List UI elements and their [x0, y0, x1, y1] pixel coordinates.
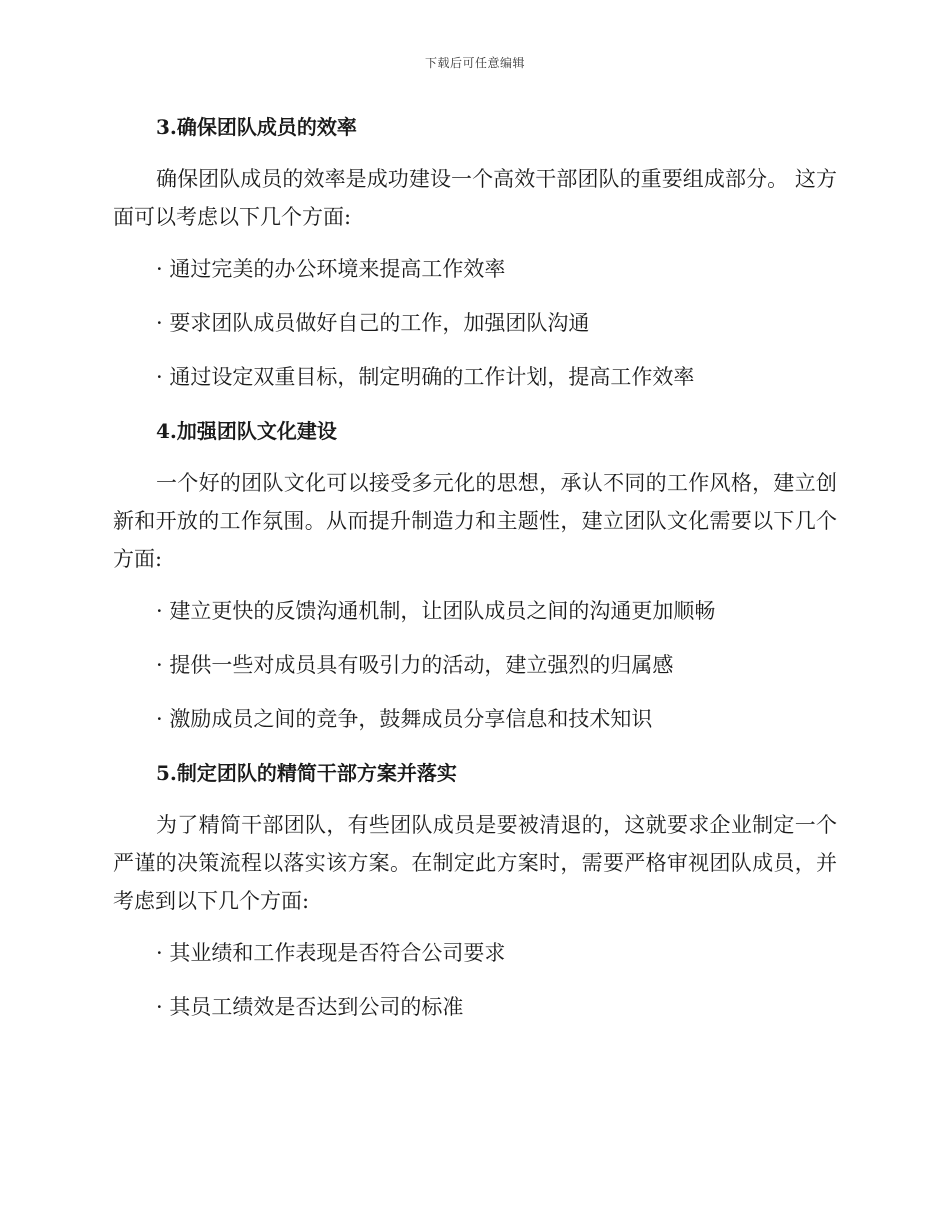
section-paragraph: 确保团队成员的效率是成功建设一个高效干部团队的重要组成部分。 这方面可以考虑以下几个方面:	[113, 167, 837, 229]
page-header: 下载后可任意编辑	[424, 56, 525, 70]
section-5	[113, 756, 837, 1024]
section-4	[113, 414, 837, 756]
bullet-item: · 通过完美的办公环境来提高工作效率	[156, 257, 506, 281]
bullet-item: · 建立更快的反馈沟通机制，让团队成员之间的沟通更加顺畅	[156, 599, 716, 623]
section-paragraph: 一个好的团队文化可以接受多元化的思想，承认不同的工作风格，建立创新和开放的工作氛围。从而提升制造力和主题性，建立团队文化需要以下几个方面:	[113, 471, 837, 571]
bullet-item: · 激励成员之间的竞争，鼓舞成员分享信息和技术知识	[156, 707, 653, 731]
bullet-item: · 提供一些对成员具有吸引力的活动，建立强烈的归属感	[156, 653, 674, 677]
bullet-item: · 其业绩和工作表现是否符合公司要求	[156, 941, 506, 965]
bullet-item: · 通过设定双重目标，制定明确的工作计划，提高工作效率	[156, 365, 695, 389]
section-heading: 5.制定团队的精简干部方案并落实	[156, 761, 457, 785]
section-3	[113, 110, 837, 414]
bullet-item: · 其员工绩效是否达到公司的标准	[156, 995, 464, 1019]
section-paragraph: 为了精简干部团队，有些团队成员是要被清退的，这就要求企业制定一个严谨的决策流程以落实该方案。在制定此方案时，需要严格审视团队成员，并考虑到以下几个方面:	[113, 813, 837, 913]
document-body	[113, 110, 837, 1024]
bullet-item: · 要求团队成员做好自己的工作，加强团队沟通	[156, 311, 590, 335]
section-heading: 3.确保团队成员的效率	[156, 115, 357, 139]
section-heading: 4.加强团队文化建设	[156, 419, 337, 443]
